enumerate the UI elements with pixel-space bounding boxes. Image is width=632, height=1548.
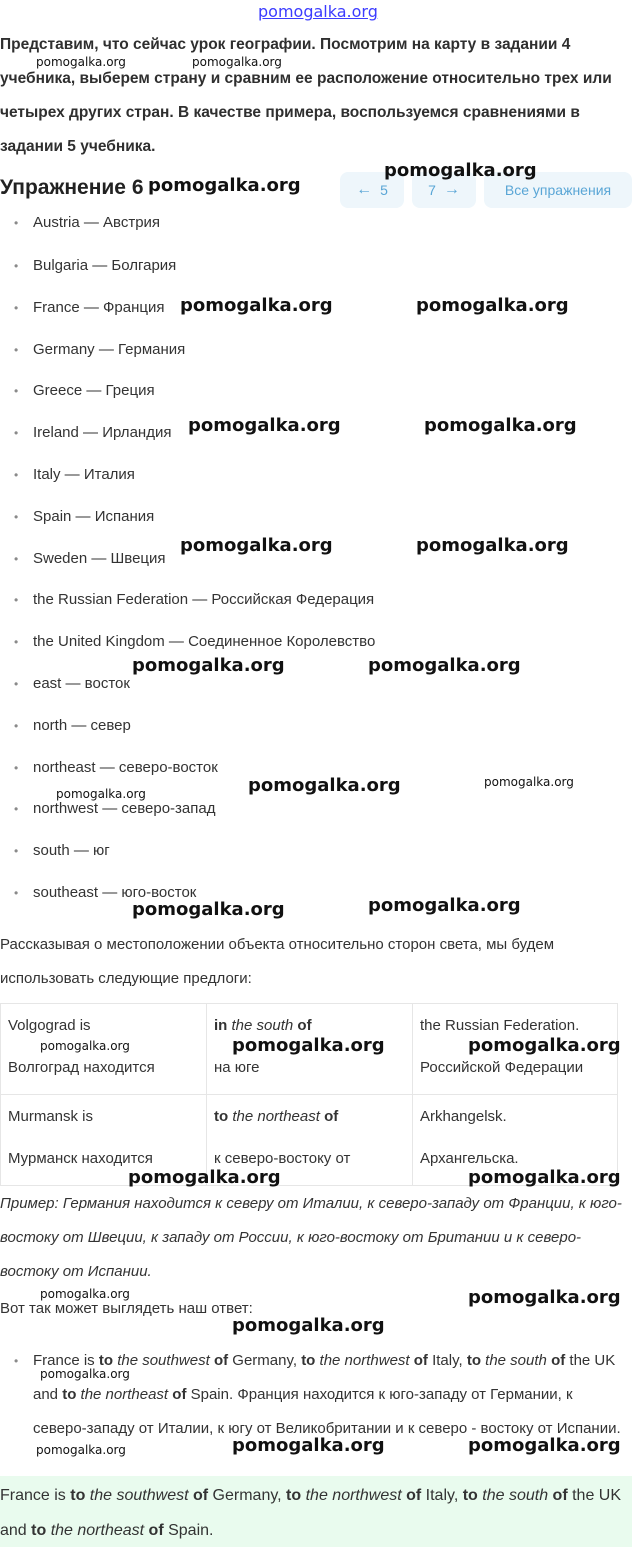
watermark: pomogalka.org	[192, 55, 282, 69]
watermark: pomogalka.org	[188, 415, 341, 436]
watermark: pomogalka.org	[468, 1167, 621, 1188]
watermark: pomogalka.org	[248, 775, 401, 796]
prev-exercise-label: 5	[380, 182, 388, 198]
bullet-icon: •	[14, 1354, 19, 1368]
table-cell: Volgograd is Волгоград находится	[1, 1004, 207, 1095]
watermark: pomogalka.org	[40, 1367, 130, 1381]
watermark: pomogalka.org	[128, 1167, 281, 1188]
list-item: • Austria — Австрия	[0, 214, 300, 234]
answer-intro: Вот так может выглядеть наш ответ:	[0, 1300, 253, 1317]
watermark: pomogalka.org	[232, 1035, 385, 1056]
watermark: pomogalka.org	[484, 775, 574, 789]
watermark: pomogalka.org	[56, 787, 146, 801]
table-cell: in the south of на юге	[207, 1004, 413, 1095]
watermark: pomogalka.org	[132, 655, 285, 676]
watermark: pomogalka.org	[468, 1035, 621, 1056]
watermark-top: pomogalka.org	[258, 2, 378, 21]
watermark: pomogalka.org	[40, 1287, 130, 1301]
intro-paragraph: Представим, что сейчас урок географии. Посмотрим на карту в задании 4 учебника, выберем страну и сравним ее расположение относительно трех или четырех других стран. В качестве примера, воспользуемся сравнениями в задании 5 учебника.	[0, 36, 612, 155]
table-cell: to the northeast of к северо-востоку от	[207, 1095, 413, 1186]
watermark: pomogalka.org	[424, 415, 577, 436]
watermark: pomogalka.org	[468, 1435, 621, 1456]
watermark: pomogalka.org	[468, 1287, 621, 1308]
watermark: pomogalka.org	[36, 55, 126, 69]
all-exercises-label: Все упражнения	[504, 182, 612, 198]
watermark: pomogalka.org	[180, 295, 333, 316]
watermark: pomogalka.org	[232, 1315, 385, 1336]
table-cell: the Russian Federation. Российской Федерации	[413, 1004, 618, 1095]
watermark: pomogalka.org	[232, 1435, 385, 1456]
exercise-title: Упражнение 6	[0, 176, 144, 199]
arrow-right-icon: →	[443, 181, 460, 198]
answer-list-item: • France is to the southwest of Germany, to the northwest of Italy, to the south of the UK and to the northeast of Spain. Франция находится к юго-западу от Германии, к северо-западу от Италии, к югу от Великобритании и к северо - востоку от Испании.	[0, 1344, 626, 1446]
answer-highlight: France is to the southwest of Germany, to the northwest of Italy, to the south of the UK and to the northeast of Spain.	[0, 1476, 632, 1547]
arrow-left-icon: ←	[356, 181, 373, 198]
table-cell: Murmansk is Мурманск находится	[1, 1095, 207, 1186]
prepositions-intro: Рассказывая о местоположении объекта относительно сторон света, мы будем использовать следующие предлоги:	[0, 936, 555, 987]
watermark: pomogalka.org	[148, 175, 301, 196]
watermark: pomogalka.org	[180, 535, 333, 556]
watermark: pomogalka.org	[368, 895, 521, 916]
watermark: pomogalka.org	[368, 655, 521, 676]
watermark: pomogalka.org	[416, 295, 569, 316]
prepositions-table	[0, 1003, 618, 1186]
watermark: pomogalka.org	[416, 535, 569, 556]
watermark: pomogalka.org	[40, 1039, 130, 1053]
watermark: pomogalka.org	[384, 160, 537, 181]
example-paragraph: Пример: Германия находится к северу от Италии, к северо-западу от Франции, к юго-востоку от Швеции, к западу от России, к юго-востоку от Британии и к северо-востоку от Испании.	[0, 1195, 622, 1280]
watermark: pomogalka.org	[132, 899, 285, 920]
next-exercise-label: 7	[428, 182, 436, 198]
watermark: pomogalka.org	[36, 1443, 126, 1457]
table-cell: Arkhangelsk. Архангельска.	[413, 1095, 618, 1186]
exercise-header	[0, 160, 632, 222]
